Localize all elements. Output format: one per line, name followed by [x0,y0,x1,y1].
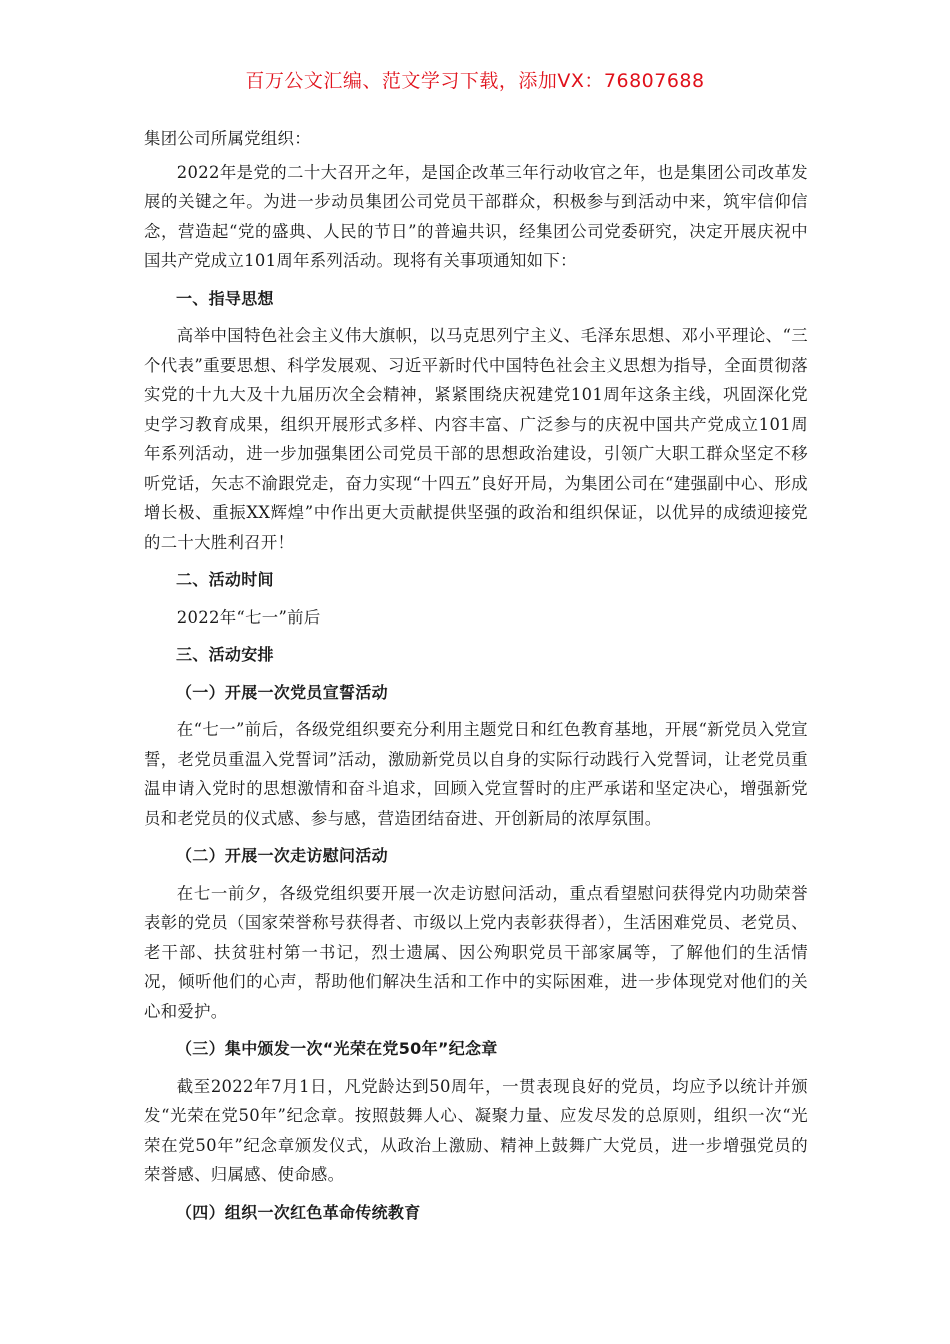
subsection-title-visit: （二）开展一次走访慰问活动 [176,846,388,865]
subsection-title-oath: （一）开展一次党员宣誓活动 [176,682,388,702]
subsection-body-medal: 截至2022年7月1日，凡党龄达到50周年，一贯表现良好的党员，均应予以统计并颁发“光荣在党50年”纪念章。按照鼓舞人心、凝聚力量、应发尽发的总原则，组织一次“光荣在党50年”纪念章颁发仪式，从政治上激励、精神上鼓舞广大党员，进一步增强党员的荣誉感、归属感、使命感。 [144,1076,808,1184]
document-body [144,124,808,1227]
section-body-activity-time: 2022年“七一”前后 [176,607,321,627]
watermark-banner: 百万公文汇编、范文学习下载，添加VX：76807688 [245,70,705,92]
section-body-guiding-ideology: 高举中国特色社会主义伟大旗帜，以马克思列宁主义、毛泽东思想、邓小平理论、“三个代表”重要思想、科学发展观、习近平新时代中国特色社会主义思想为指导，全面贯彻落实党的十九大及十九届历次全会精神，紧紧围绕庆祝建党101周年这条主线，巩固深化党史学习教育成果，组织开展形式多样、内容丰富、广泛参与的庆祝中国共产党成立101周年系列活动，进一步加强集团公司党员干部的思想政治建设，引领广大职工群众坚定不移听党话，矢志不渝跟党走，奋力实现“十四五”良好开局，为集团公司在“建强副中心、形成增长极、重振XX辉煌”中作出更大贡献提供坚强的政治和组织保证，以优异的成绩迎接党的二十大胜利召开！ [144,326,808,552]
section-heading-activity-arrangement: 三、活动安排 [176,645,274,664]
subsection-body-oath: 在“七一”前后，各级党组织要充分利用主题党日和红色教育基地，开展“新党员入党宣誓，老党员重温入党誓词”活动，激励新党员以自身的实际行动践行入党誓词，让老党员重温申请入党时的思想激情和奋斗追求，回顾入党宣誓时的庄严承诺和坚定决心，增强新党员和老党员的仪式感、参与感，营造团结奋进、开创新局的浓厚氛围。 [144,720,808,828]
salutation: 集团公司所属党组织： [144,129,311,148]
subsection-title-red-education: （四）组织一次红色革命传统教育 [176,1202,421,1222]
section-heading-guiding-ideology: 一、指导思想 [176,288,274,308]
intro-paragraph: 2022年是党的二十大召开之年，是国企改革三年行动收官之年，也是集团公司改革发展的关键之年。为进一步动员集团公司党员干部群众，积极参与到活动中来，筑牢信仰信念，营造起“党的盛典、人民的节日”的普遍共识，经集团公司党委研究，决定开展庆祝中国共产党成立101周年系列活动。现将有关事项通知如下： [144,162,808,270]
section-heading-activity-time: 二、活动时间 [176,570,274,589]
subsection-title-medal: （三）集中颁发一次“光荣在党50年”纪念章 [176,1039,498,1058]
subsection-body-visit: 在七一前夕，各级党组织要开展一次走访慰问活动，重点看望慰问获得党内功勋荣誉表彰的党员（国家荣誉称号获得者、市级以上党内表彰获得者），生活困难党员、老党员、老干部、扶贫驻村第一书记，烈士遗属、因公殉职党员干部家属等，了解他们的生活情况，倾听他们的心声，帮助他们解决生活和工作中的实际困难，进一步体现党对他们的关心和爱护。 [144,883,808,1021]
